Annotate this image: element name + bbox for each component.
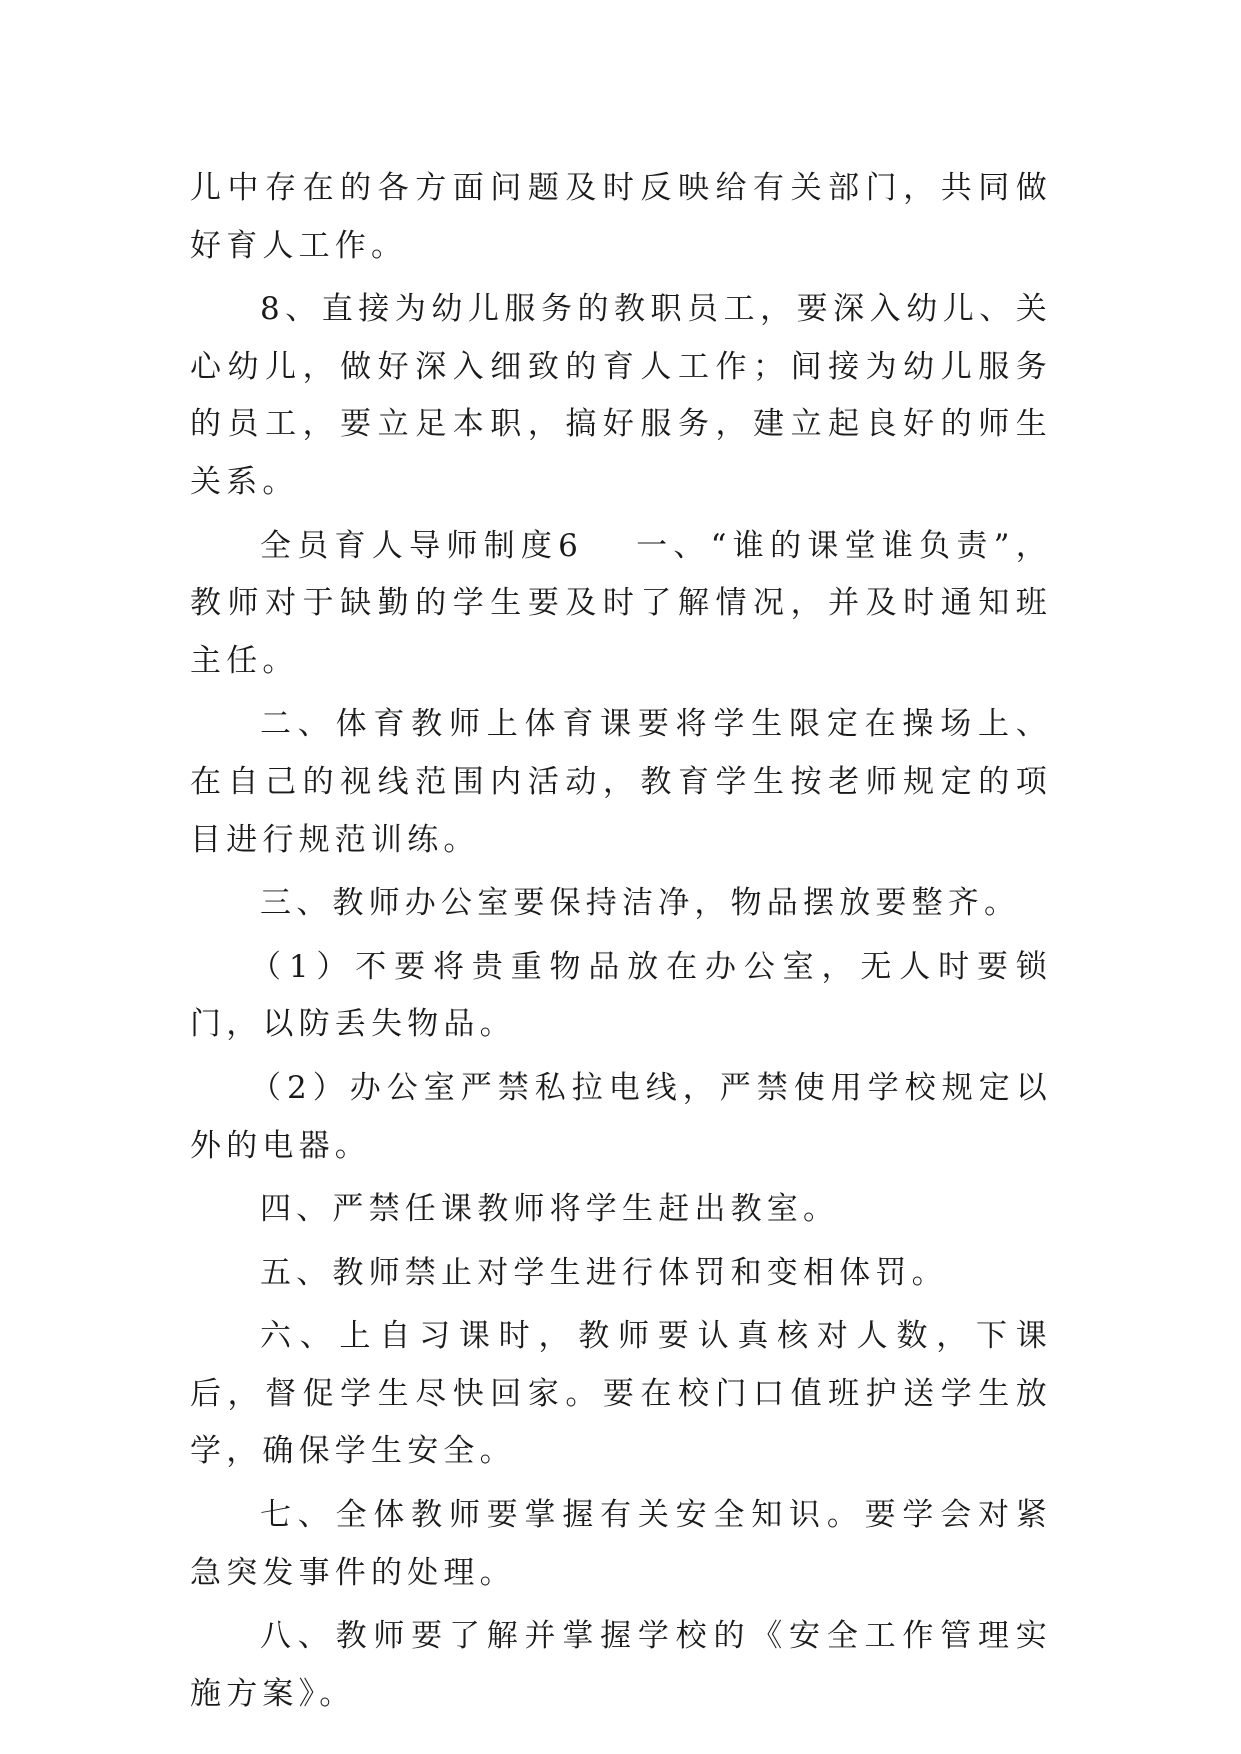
paragraph-rule-four: 四、严禁任课教师将学生赶出教室。	[260, 1191, 840, 1228]
paragraph-rule-two: 二、体育教师上体育课要将学生限定在操场上、在自己的视线范围内活动，教育学生按老师规定的项目进行规范训练。	[190, 706, 1052, 858]
paragraph-rule-seven: 七、全体教师要掌握有关安全知识。要学会对紧急突发事件的处理。	[190, 1497, 1052, 1591]
paragraph-item-8: 8、直接为幼儿服务的教职员工，要深入幼儿、关心幼儿，做好深入细致的育人工作；间接为幼儿服务的员工，要立足本职，搞好服务，建立起良好的师生关系。	[190, 291, 1052, 500]
paragraph-rule-five: 五、教师禁止对学生进行体罚和变相体罚。	[260, 1254, 948, 1291]
rule-one-text: 一、“谁的课堂谁负责”，教师对于缺勤的学生要及时了解情况，并及时通知班主任。	[190, 527, 1052, 679]
paragraph-continuation: 儿中存在的各方面问题及时反映给有关部门，共同做好育人工作。	[190, 170, 1052, 264]
section-title: 全员育人导师制度6	[260, 527, 584, 564]
paragraph-rule-three-sub-1: （1）不要将贵重物品放在办公室，无人时要锁门，以防丢失物品。	[190, 948, 1052, 1043]
paragraph-rule-three: 三、教师办公室要保持洁净，物品摆放要整齐。	[260, 885, 1021, 922]
paragraph-section-heading-6	[190, 518, 1052, 691]
paragraph-rule-six: 六、上自习课时，教师要认真核对人数，下课后，督促学生尽快回家。要在校门口值班护送学生放学，确保学生安全。	[190, 1318, 1052, 1470]
paragraph-rule-three-sub-2: （2）办公室严禁私拉电线，严禁使用学校规定以外的电器。	[190, 1069, 1052, 1164]
document-body	[190, 160, 1052, 1729]
paragraph-rule-eight: 八、教师要了解并掌握学校的《安全工作管理实施方案》。	[190, 1618, 1052, 1712]
